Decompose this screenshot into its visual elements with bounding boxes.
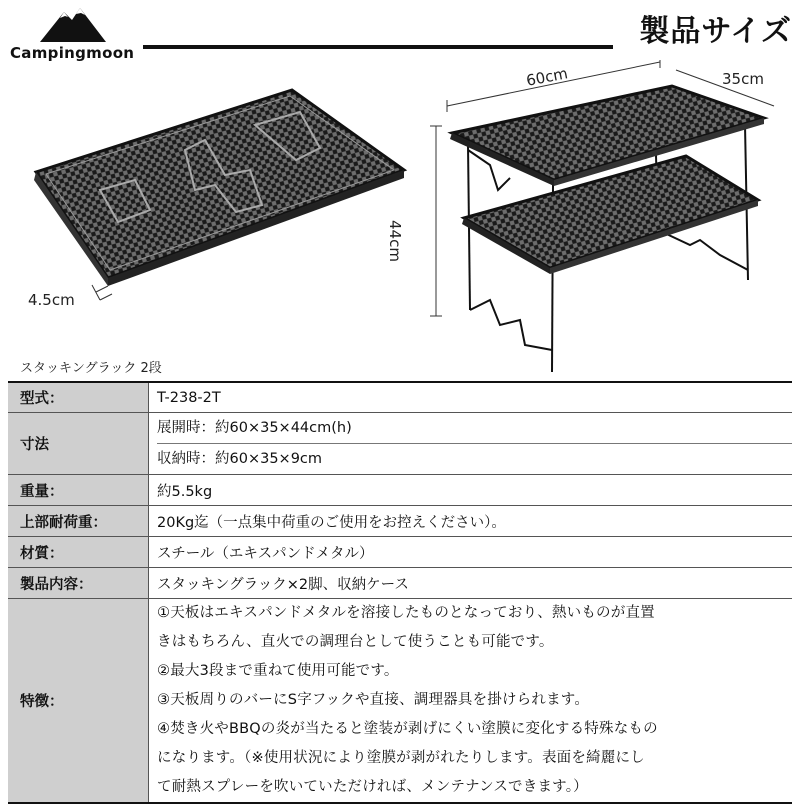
spec-value-contents: スタッキングラック×2脚、収納ケース xyxy=(149,568,793,599)
page-title: 製品サイズ xyxy=(639,14,792,49)
feature-line: ①天板はエキスパンドメタルを溶接したものとなっており、熱いものが直置 xyxy=(157,605,655,621)
feature-line: ③天板周りのバーにS字フックや直接、調理器具を掛けられます。 xyxy=(157,692,590,708)
brand-logo xyxy=(10,4,140,66)
spec-row-size xyxy=(8,413,792,475)
spec-value-load: 20Kg迄（一点集中荷重のご使用をお控えください）。 xyxy=(149,506,793,537)
spec-value-features xyxy=(149,599,793,804)
spec-row-features xyxy=(8,599,792,804)
size-open: 展開時：約60×35×44cm(h) xyxy=(157,420,352,436)
size-stored: 収納時：約60×35×9cm xyxy=(157,443,792,474)
spec-row-weight xyxy=(8,475,792,506)
spec-row-load xyxy=(8,506,792,537)
spec-value-weight: 約5.5kg xyxy=(149,475,793,506)
thickness-dimension-label: 4.5cm xyxy=(28,291,75,309)
spec-value-material: スチール（エキスパンドメタル） xyxy=(149,537,793,568)
spec-value-size xyxy=(149,413,793,475)
spec-label-model: 型式： xyxy=(8,382,149,413)
feature-line: きはもちろん、直火での調理台として使うことも可能です。 xyxy=(157,634,554,650)
spec-label-material: 材質： xyxy=(8,537,149,568)
spec-row-contents xyxy=(8,568,792,599)
spec-label-size: 寸法 xyxy=(8,413,149,475)
brand-name: Campingmoon xyxy=(10,44,135,62)
spec-label-load: 上部耐荷重： xyxy=(8,506,149,537)
spec-row-material xyxy=(8,537,792,568)
height-dimension-label: 44cm xyxy=(386,220,404,262)
spec-value-model: T-238-2T xyxy=(149,382,793,413)
feature-line: ②最大3段まで重ねて使用可能です。 xyxy=(157,663,399,679)
feature-line: になります。（※使用状況により塗膜が剥がれたりします。表面を綺麗にし xyxy=(157,750,645,766)
depth-dimension-label: 35cm xyxy=(722,70,764,88)
spec-table xyxy=(8,381,792,804)
product-figures xyxy=(0,60,800,380)
stacked-rack-image xyxy=(450,86,764,372)
spec-label-contents: 製品内容： xyxy=(8,568,149,599)
header-rule xyxy=(143,45,613,49)
spec-label-features: 特徴： xyxy=(8,599,149,804)
folded-rack-image xyxy=(34,90,404,286)
mountain-logo-icon xyxy=(38,4,108,44)
spec-row-model xyxy=(8,382,792,413)
width-dimension-label: 60cm xyxy=(524,64,570,90)
feature-line: ④焚き火やBBQの炎が当たると塗装が剥げにくい塗膜に変化する特殊なもの xyxy=(157,721,658,737)
product-caption: スタッキングラック 2段 xyxy=(20,361,162,376)
spec-label-weight: 重量： xyxy=(8,475,149,506)
feature-line: て耐熱スプレーを吹いていただければ、メンテナンスできます。） xyxy=(157,779,588,795)
